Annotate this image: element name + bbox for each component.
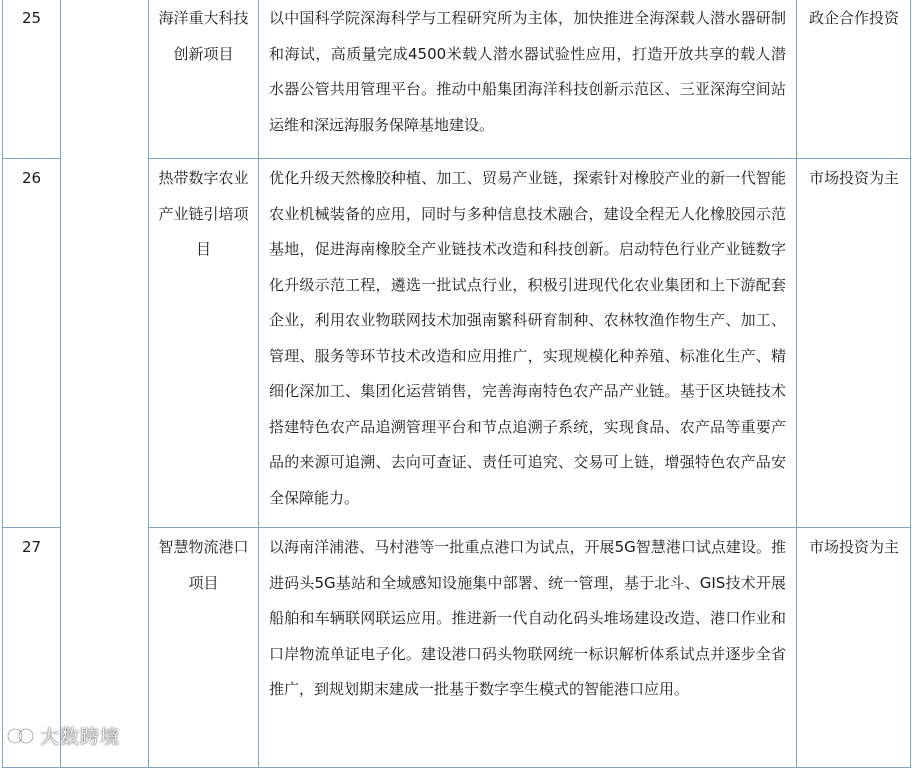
- project-content: 以海南洋浦港、马村港等一批重点港口为试点，开展5G智慧港口试点建设。推进码头5G基站和全域感知设施集中部署、统一管理，基于北斗、GIS技术开展船舶和车辆联网联运应用。推进新一代自动化码头堆场建设改造、港口作业和口岸物流单证电子化。建设港口码头物联网统一标识解析体系试点并逐步全省推广，到规划期末建成一批基于数字孪生模式的智能港口应用。: [259, 528, 797, 768]
- table-row: [3, 0, 911, 159]
- project-name: 海洋重大科技创新项目: [149, 0, 259, 159]
- watermark-text: 大数跨境: [40, 726, 121, 748]
- investment-type: 市场投资为主: [797, 159, 911, 528]
- project-name: 智慧物流港口项目: [149, 528, 259, 768]
- row-number: 26: [3, 159, 61, 528]
- project-content: 以中国科学院深海科学与工程研究所为主体，加快推进全海深载人潜水器研制和海试，高质量完成4500米载人潜水器试验性应用，打造开放共享的载人潜水器公管共用管理平台。推动中船集团海洋科技创新示范区、三亚深海空间站运维和深远海服务保障基地建设。: [259, 0, 797, 159]
- row-number: 27: [3, 528, 61, 768]
- category-cell-empty: [61, 0, 149, 768]
- project-name: 热带数字农业产业链引培项目: [149, 159, 259, 528]
- project-table: [2, 0, 911, 768]
- row-number: 25: [3, 0, 61, 159]
- brand-logo-icon: [6, 725, 36, 747]
- project-content: 优化升级天然橡胶种植、加工、贸易产业链，探索针对橡胶产业的新一代智能农业机械装备的应用，同时与多种信息技术融合，建设全程无人化橡胶园示范基地，促进海南橡胶全产业链技术改造和科技创新。启动特色行业产业链数字化升级示范工程，遴选一批试点行业，积极引进现代化农业集团和上下游配套企业，利用农业物联网技术加强南繁科研育制种、农林牧渔作物生产、加工、管理、服务等环节技术改造和应用推广，实现规模化种养殖、标准化生产、精细化深加工、集团化运营销售，完善海南特色农产品产业链。基于区块链技术搭建特色农产品追溯管理平台和节点追溯子系统，实现食品、农产品等重要产品的来源可追溯、去向可查证、责任可追究、交易可上链，增强特色农产品安全保障能力。: [259, 159, 797, 528]
- investment-type: 市场投资为主: [797, 528, 911, 768]
- watermark: [6, 722, 120, 749]
- investment-type: 政企合作投资: [797, 0, 911, 159]
